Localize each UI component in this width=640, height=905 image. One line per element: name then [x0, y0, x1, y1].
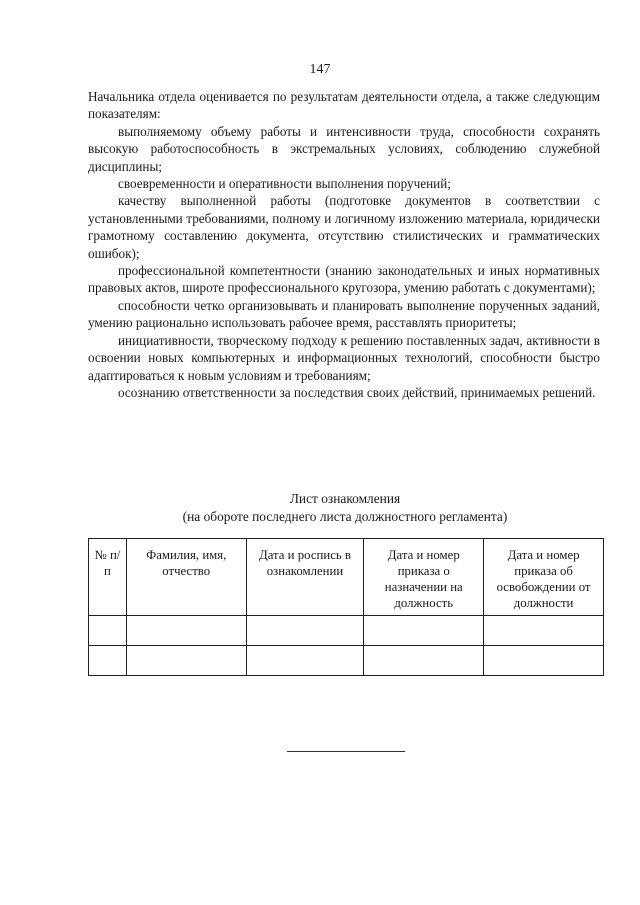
- paragraph-criterion: качеству выполненной работы (подготовке документов в соответствии с установленными требованиями, полному и логичному изложению материала, юридически грамотному составлению документа, отсутствию стилистических и грамматических ошибок);: [88, 193, 600, 261]
- table-cell: [126, 646, 246, 676]
- body-text: [88, 88, 600, 401]
- table-cell: [484, 646, 604, 676]
- table-row: [89, 616, 604, 646]
- paragraph-criterion: способности четко организовывать и планировать выполнение порученных заданий, умению рационально использовать рабочее время, расставлять приоритеты;: [88, 297, 600, 331]
- table-header-row: [89, 539, 604, 616]
- table-cell: [89, 616, 127, 646]
- table-cell: [126, 616, 246, 646]
- paragraph-criterion: профессиональной компетентности (знанию законодательных и иных нормативных правовых актов, широте профессионального кругозора, умению работать с документами);: [88, 263, 600, 296]
- header-appointment-order: Дата и номер приказа о назначении на должность: [364, 539, 484, 616]
- table-cell: [364, 616, 484, 646]
- header-number: № п/п: [89, 539, 127, 616]
- paragraph-criterion: инициативности, творческому подходу к решению поставленных задач, активности в освоении новых компьютерных и информационных технологий, способности быстро адаптироваться к новым условиям и требованиям;: [88, 332, 600, 383]
- paragraph-intro: Начальника отдела оценивается по результатам деятельности отдела, а также следующим показателям:: [88, 89, 600, 122]
- end-divider: [287, 751, 405, 752]
- page-number: 147: [309, 62, 331, 77]
- paragraph-criterion: выполняемому объему работы и интенсивности труда, способности сохранять высокую работоспособность в экстремальных условиях, соблюдению служебной дисциплины;: [88, 123, 600, 174]
- header-date-signature: Дата и роспись в ознакомлении: [246, 539, 364, 616]
- table-cell: [484, 616, 604, 646]
- table-row: [89, 646, 604, 676]
- header-full-name: Фамилия, имя, отчество: [126, 539, 246, 616]
- table-cell: [246, 646, 364, 676]
- header-dismissal-order: Дата и номер приказа об освобождении от должности: [484, 539, 604, 616]
- acknowledgement-table: [88, 538, 604, 676]
- paragraph-criterion: осознанию ответственности за последствия своих действий, принимаемых решений.: [118, 384, 596, 400]
- table-cell: [89, 646, 127, 676]
- acknowledgement-sheet-heading: [0, 490, 640, 526]
- table-cell: [364, 646, 484, 676]
- sheet-subtitle: (на обороте последнего листа должностного регламента): [182, 509, 508, 524]
- sheet-title: Лист ознакомления: [289, 491, 401, 506]
- table-cell: [246, 616, 364, 646]
- paragraph-criterion: своевременности и оперативности выполнения поручений;: [118, 176, 451, 192]
